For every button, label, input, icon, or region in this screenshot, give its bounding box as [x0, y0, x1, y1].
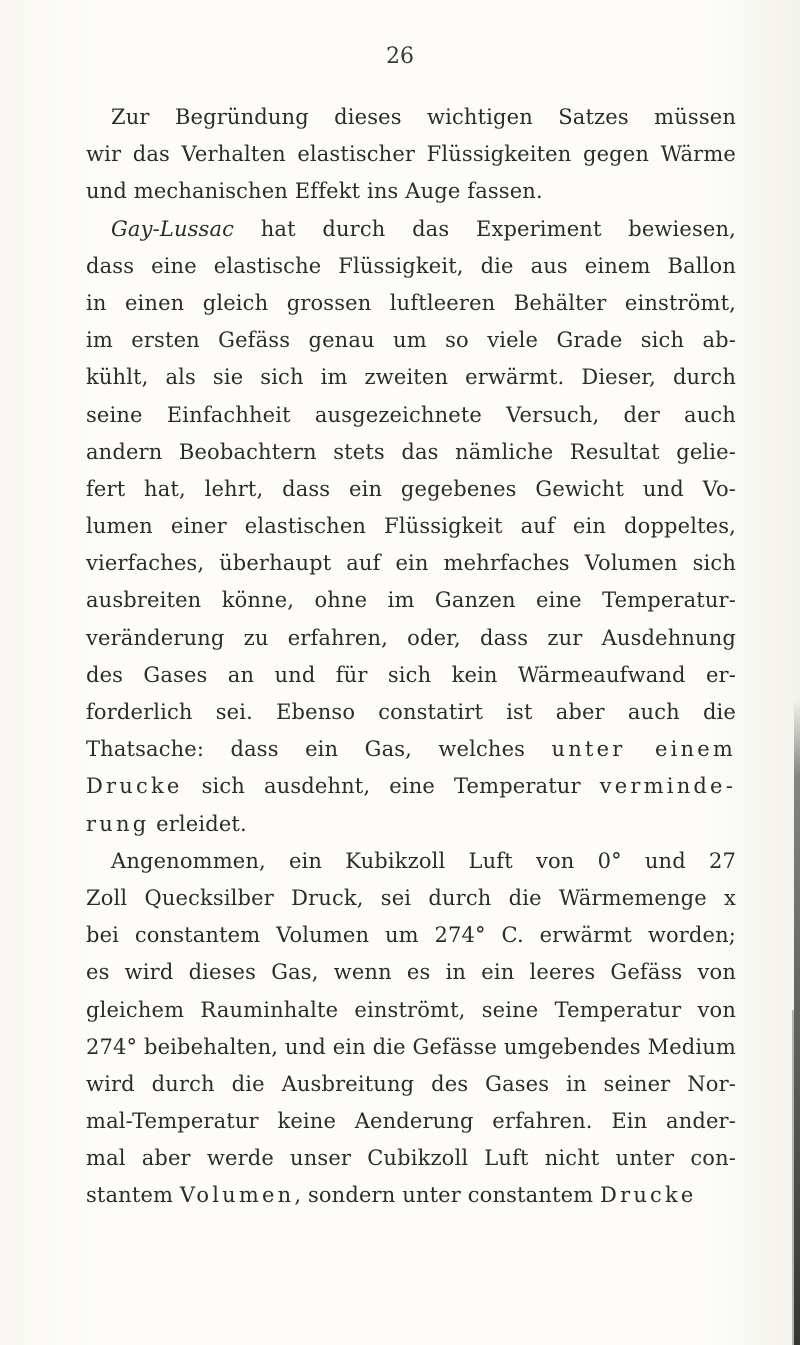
text-span: Thatsache: dass ein Gas, welches: [86, 737, 552, 762]
spaced-emphasis: rung: [86, 811, 150, 836]
text-span: fert hat, lehrt, dass ein gegebenes Gewicht und Vo-: [86, 476, 736, 501]
text-line: [86, 954, 736, 991]
text-span: bei constantem Volumen um 274° C. erwärmt worden;: [86, 923, 736, 948]
spaced-emphasis: Drucke: [600, 1183, 697, 1208]
text-line: [86, 359, 736, 396]
text-line: [86, 992, 736, 1029]
text-span: sich ausdehnt, eine Temperatur: [182, 774, 600, 799]
text-span: wir das Verhalten elastischer Flüssigkeiten gegen Wärme: [86, 142, 736, 167]
text-span: mal-Temperatur keine Aenderung erfahren. Ein ander-: [86, 1109, 736, 1134]
page-edge-line: [792, 1010, 794, 1345]
text-span: im ersten Gefäss genau um so viele Grade sich ab-: [86, 328, 736, 353]
text-span: wird durch die Ausbreitung des Gases in seiner Nor-: [86, 1071, 736, 1096]
text-line: [86, 99, 736, 136]
text-span: Zoll Quecksilber Druck, sei durch die Wärmemenge x: [86, 885, 736, 910]
text-line: [86, 731, 736, 768]
text-span: mal aber werde unser Cubikzoll Luft nicht unter con-: [86, 1146, 736, 1171]
text-line: [86, 1177, 736, 1214]
text-span: andern Beobachtern stets das nämliche Resultat gelie-: [86, 439, 736, 464]
text-span: und mechanischen Effekt ins Auge fassen.: [86, 179, 543, 204]
text-line: [86, 694, 736, 731]
text-line: [86, 620, 736, 657]
text-line: [86, 285, 736, 322]
text-span: kühlt, als sie sich im zweiten erwärmt. Dieser, durch: [86, 365, 736, 390]
body-text: [86, 99, 736, 1215]
text-span: stantem: [86, 1183, 180, 1208]
text-line: [86, 917, 736, 954]
text-line: [86, 1066, 736, 1103]
text-span: , sondern unter constantem: [294, 1183, 601, 1208]
text-span: hat durch das Experiment bewiesen,: [234, 216, 736, 241]
text-span: dass eine elastische Flüssigkeit, die aus einem Ballon: [86, 253, 736, 278]
text-line: [86, 545, 736, 582]
text-span: forderlich sei. Ebenso constatirt ist aber auch die: [86, 700, 736, 724]
text-line: [86, 173, 736, 210]
text-span: vierfaches, überhaupt auf ein mehrfaches Volumen sich: [86, 551, 736, 576]
text-span: seine Einfachheit ausgezeichnete Versuch, der auch: [86, 402, 736, 427]
text-line: [86, 1029, 736, 1066]
page-number: 26: [386, 44, 414, 69]
text-span: es wird dieses Gas, wenn es in ein leeres Gefäss von: [86, 960, 736, 985]
text-span: 274° beibehalten, und ein die Gefässe umgebendes Medium: [86, 1034, 736, 1059]
text-line: [86, 582, 736, 619]
text-line: [86, 806, 736, 843]
text-line: [86, 397, 736, 434]
text-span: veränderung zu erfahren, oder, dass zur Ausdehnung: [86, 625, 736, 650]
spaced-emphasis: unter einem: [551, 737, 737, 762]
text-span: Zur Begründung dieses wichtigen Satzes müssen: [111, 105, 736, 129]
text-line: [86, 768, 736, 805]
text-span: in einen gleich grossen luftleeren Behälter einströmt,: [86, 290, 736, 315]
spaced-emphasis: Drucke: [86, 774, 183, 799]
text-line: [86, 1103, 736, 1140]
text-span: ausbreiten könne, ohne im Ganzen eine Temperatur-: [86, 588, 736, 613]
spaced-emphasis: verminde-: [599, 774, 736, 799]
text-line: [86, 657, 736, 694]
text-line: [86, 508, 736, 545]
spaced-emphasis: Volumen: [179, 1183, 295, 1208]
text-span: erleidet.: [149, 811, 247, 836]
page-edge-shadow: [794, 700, 800, 1345]
text-line: [86, 880, 736, 917]
text-span: lumen einer elastischen Flüssigkeit auf ein doppeltes,: [86, 514, 736, 539]
text-line: [86, 471, 736, 508]
text-span: des Gases an und für sich kein Wärmeaufwand er-: [86, 662, 736, 687]
text-line: [86, 434, 736, 471]
text-line: [86, 248, 736, 285]
text-line: [86, 1140, 736, 1177]
text-span: Angenommen, ein Kubikzoll Luft von 0° und 27: [111, 848, 736, 873]
text-line: [86, 136, 736, 173]
text-line: [86, 843, 736, 880]
text-line: [86, 211, 736, 248]
text-line: [86, 322, 736, 359]
text-span: gleichem Rauminhalte einströmt, seine Temperatur von: [86, 997, 736, 1022]
italic-name: Gay-Lussac: [111, 216, 235, 241]
